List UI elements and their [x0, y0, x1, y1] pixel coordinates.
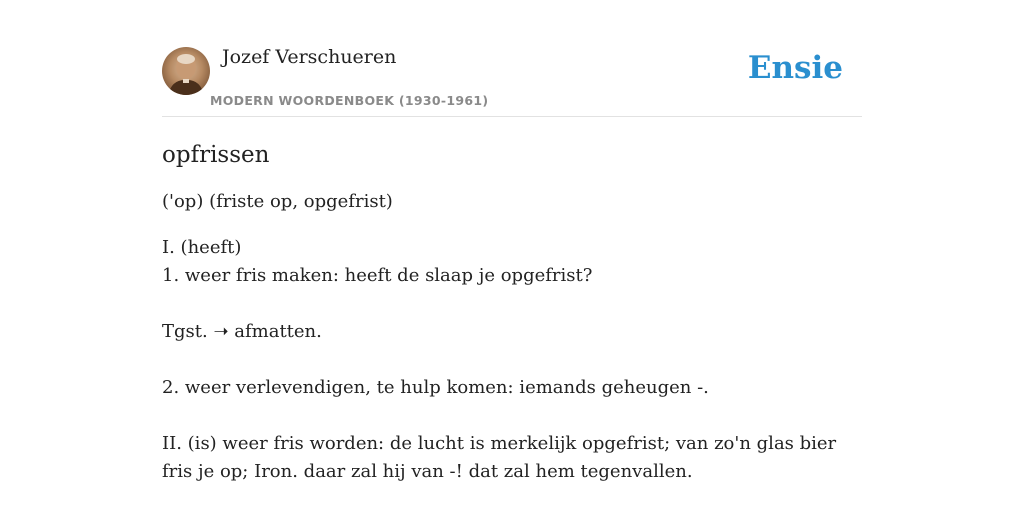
grammar-info: ('op) (friste op, opgefrist)	[162, 191, 393, 212]
sense-1-label: I. (heeft)	[162, 237, 242, 258]
spacer	[162, 290, 862, 318]
portrait-icon	[162, 47, 210, 95]
sense-1-1: 1. weer fris maken: heeft de slaap je opgefrist?	[162, 265, 593, 286]
source-label[interactable]: MODERN WOORDENBOEK (1930-1961)	[210, 93, 489, 108]
entry-content	[162, 139, 862, 486]
header	[162, 44, 862, 117]
antonym: Tgst. ➝ afmatten.	[162, 321, 322, 342]
author-avatar[interactable]	[162, 47, 210, 95]
headword: opfrissen	[162, 142, 270, 168]
sense-1-2: 2. weer verlevendigen, te hulp komen: iemands geheugen -.	[162, 377, 709, 398]
sense-2: II. (is) weer fris worden: de lucht is merkelijk opgefrist; van zo'n glas bier fris je op; Iron. daar zal hij van -! dat zal hem tegenvallen.	[162, 433, 837, 482]
spacer	[162, 346, 862, 374]
brand-logo[interactable]: Ensie	[747, 50, 843, 86]
author-name[interactable]: Jozef Verschueren	[222, 46, 397, 68]
spacer	[162, 402, 862, 430]
